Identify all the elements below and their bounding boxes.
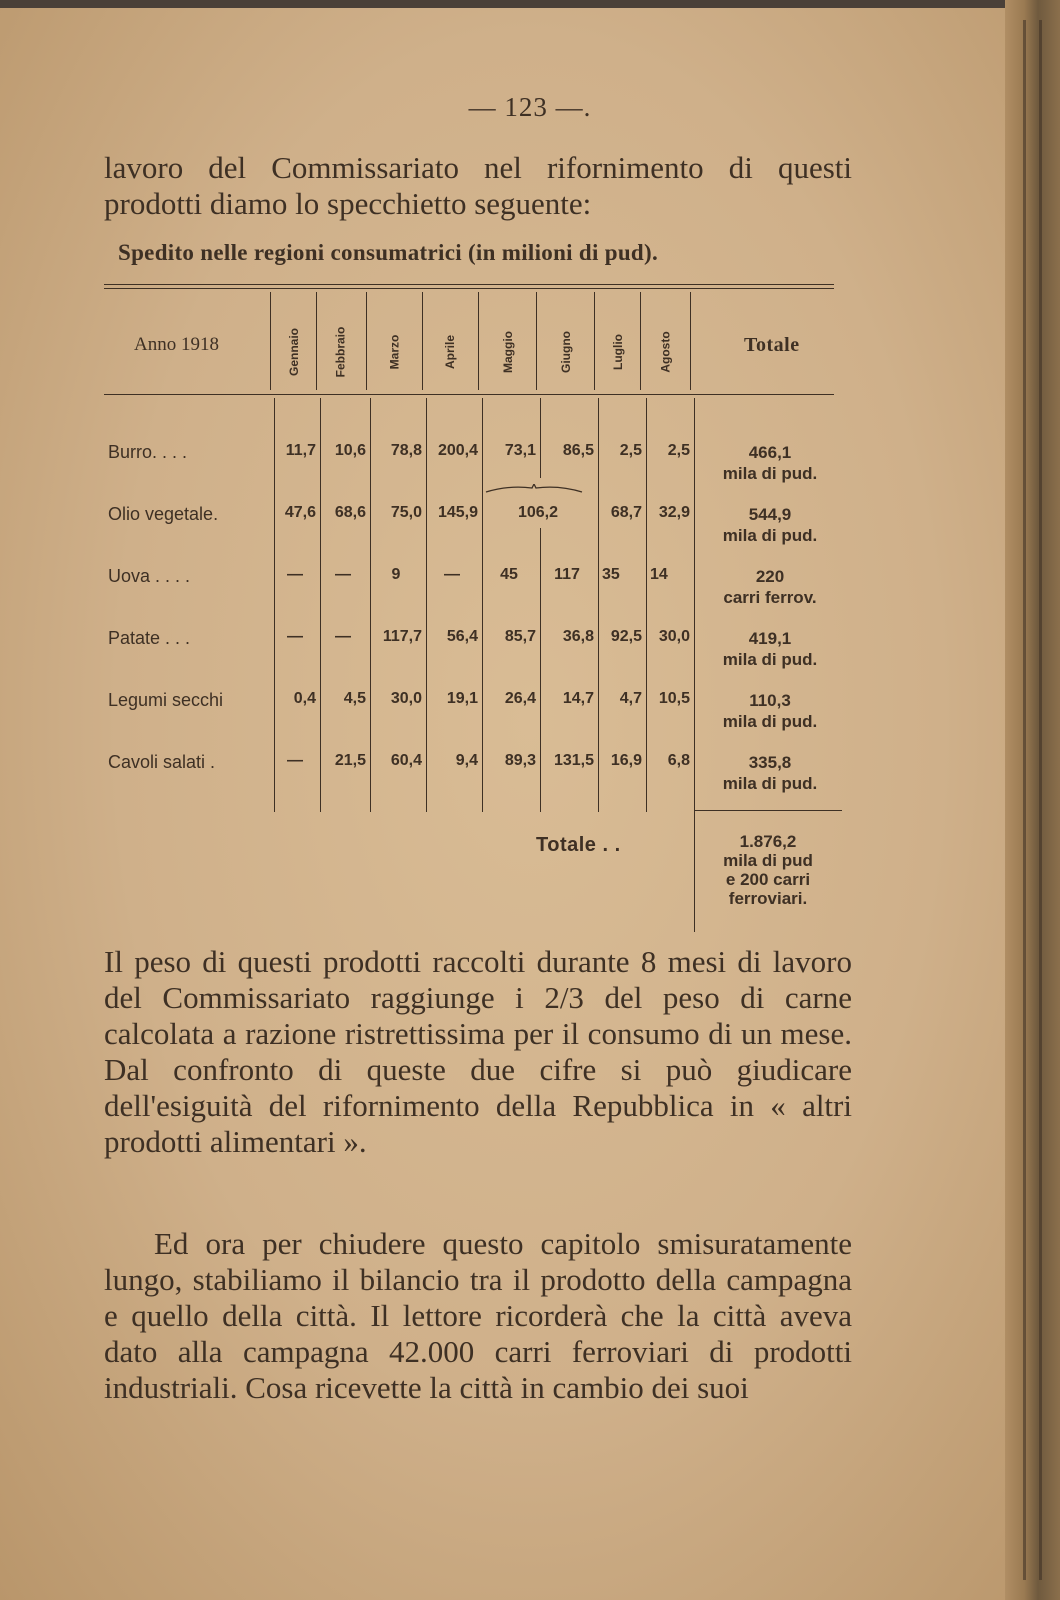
col-divider [426, 398, 427, 812]
grand-total-value: 1.876,2 mila di pud e 200 carri ferroviari. [723, 832, 813, 908]
table-cell: 47,6 [284, 504, 316, 521]
table-cell: — [444, 566, 460, 583]
table-cell: 10,5 [658, 690, 690, 707]
table-cell: 6,8 [667, 752, 690, 769]
row-label: Patate . . . [108, 628, 191, 648]
table-cell: 14,7 [562, 690, 594, 707]
row-total: 544,9 mila di pud. [722, 505, 818, 545]
row-total: 220 carri ferrov. [723, 567, 817, 607]
table-cell: 86,5 [562, 442, 594, 459]
grand-total-label: Totale . . [536, 834, 621, 856]
page-number: — 123 —. [468, 92, 592, 122]
col-divider [370, 398, 371, 812]
table-cell: 32,9 [658, 504, 690, 521]
table-cell-merged: 106,2 [517, 504, 559, 521]
table-cell: 10,6 [334, 442, 366, 459]
month-header: Giugno [559, 331, 573, 373]
col-divider [598, 398, 599, 812]
intro-paragraph: lavoro del Commissariato nel rifornimento di questi prodotti diamo lo specchietto seguente: [104, 150, 852, 221]
month-header: Aprile [442, 334, 457, 370]
row-label: Burro. . . . [108, 442, 188, 462]
row-label: Olio vegetale. [108, 504, 219, 524]
table-cell: 21,5 [334, 752, 366, 769]
col-divider [482, 398, 483, 812]
table-header-rule [104, 394, 834, 395]
table-cell: 89,3 [504, 752, 536, 769]
row-total: 466,1 mila di pud. [722, 443, 818, 483]
header-total: Totale [744, 334, 800, 356]
table-cell: — [287, 628, 303, 645]
spine-line [1023, 20, 1026, 1580]
table-cell: 56,4 [446, 628, 478, 645]
row-total: 335,8 mila di pud. [722, 753, 818, 793]
table-cell: 60,4 [390, 752, 422, 769]
header-year: Anno 1918 [134, 334, 219, 355]
spine-line [1039, 20, 1042, 1580]
table-cell: 117 [554, 566, 580, 583]
table-cell: 4,5 [343, 690, 366, 707]
table-cell: 117,7 [382, 628, 422, 645]
row-label: Uova . . . . [108, 566, 191, 586]
table-cell: 30,0 [390, 690, 422, 707]
table-cell: 26,4 [504, 690, 536, 707]
month-header: Gennaio [287, 327, 302, 377]
col-divider [540, 398, 541, 478]
table-cell: 68,6 [334, 504, 366, 521]
table-cell: 2,5 [667, 442, 690, 459]
month-header: Maggio [501, 331, 515, 373]
row-label: Cavoli salati . [108, 752, 216, 772]
table-cell: 92,5 [610, 628, 642, 645]
month-header: Agosto [658, 331, 673, 373]
totals-rule [694, 810, 842, 811]
merge-brace [484, 484, 584, 494]
col-divider [422, 292, 423, 390]
table-cell: — [287, 566, 303, 583]
table-top-rule [104, 284, 834, 285]
table-cell: 9 [391, 566, 401, 583]
table-cell: 4,7 [619, 690, 642, 707]
table-cell: 2,5 [619, 442, 642, 459]
table-top-rule [104, 288, 834, 289]
col-divider [320, 398, 321, 812]
col-divider [366, 292, 367, 390]
table-cell: 30,0 [658, 628, 690, 645]
table-cell: 0,4 [293, 690, 316, 707]
col-divider [274, 398, 275, 812]
table-cell: 19,1 [446, 690, 478, 707]
table-cell: 145,9 [437, 504, 478, 521]
col-divider [690, 292, 691, 390]
body-paragraph: Ed ora per chiudere questo capitolo smisuratamente lungo, stabiliamo il bilancio tra il prodotto della campagna e quello della città. Il lettore ricorderà che la città aveva dato alla campagna 42.000 carri ferroviari di prodotti industriali. Cosa ricevette la città in cambio dei suoi [104, 1226, 852, 1405]
book-top-edge [0, 0, 1060, 8]
book-spine [1005, 0, 1060, 1600]
table-cell: 85,7 [504, 628, 536, 645]
month-header: Marzo [386, 334, 401, 370]
col-divider [694, 398, 695, 932]
month-header: Febbraio [333, 326, 348, 378]
table-cell: 131,5 [553, 752, 594, 769]
table-cell: 9,4 [455, 752, 478, 769]
row-label: Legumi secchi [108, 690, 224, 710]
table-cell: 11,7 [285, 442, 316, 459]
table-cell: 200,4 [437, 442, 478, 459]
table-cell: 45 [500, 566, 518, 583]
table-cell: 36,8 [562, 628, 594, 645]
month-header: Luglio [611, 334, 625, 370]
table-cell: 35 [602, 566, 620, 583]
table-cell: 78,8 [390, 442, 422, 459]
table-cell: — [287, 752, 303, 769]
body-paragraph: Il peso di questi prodotti raccolti durante 8 mesi di lavoro del Commissariato raggiunge i 2/3 del peso di carne calcolata a razione ristrettissima per il consumo di un mese. Dal confronto di queste due cifre si può giudicare dell'esiguità del rifornimento della Repubblica in « altri prodotti alimentari ». [104, 944, 852, 1159]
table-cell: — [335, 628, 351, 645]
col-divider [646, 398, 647, 812]
row-total: 419,1 mila di pud. [722, 629, 818, 669]
table-caption: Spedito nelle regioni consumatrici (in milioni di pud). [118, 240, 659, 265]
table-cell: — [335, 566, 351, 583]
table-cell: 68,7 [610, 504, 642, 521]
table-cell: 75,0 [390, 504, 422, 521]
table-cell: 14 [650, 566, 668, 583]
table-cell: 16,9 [610, 752, 642, 769]
table-cell: 73,1 [504, 442, 536, 459]
col-divider [478, 292, 479, 390]
row-total: 110,3 mila di pud. [722, 691, 818, 731]
col-divider [536, 292, 537, 390]
